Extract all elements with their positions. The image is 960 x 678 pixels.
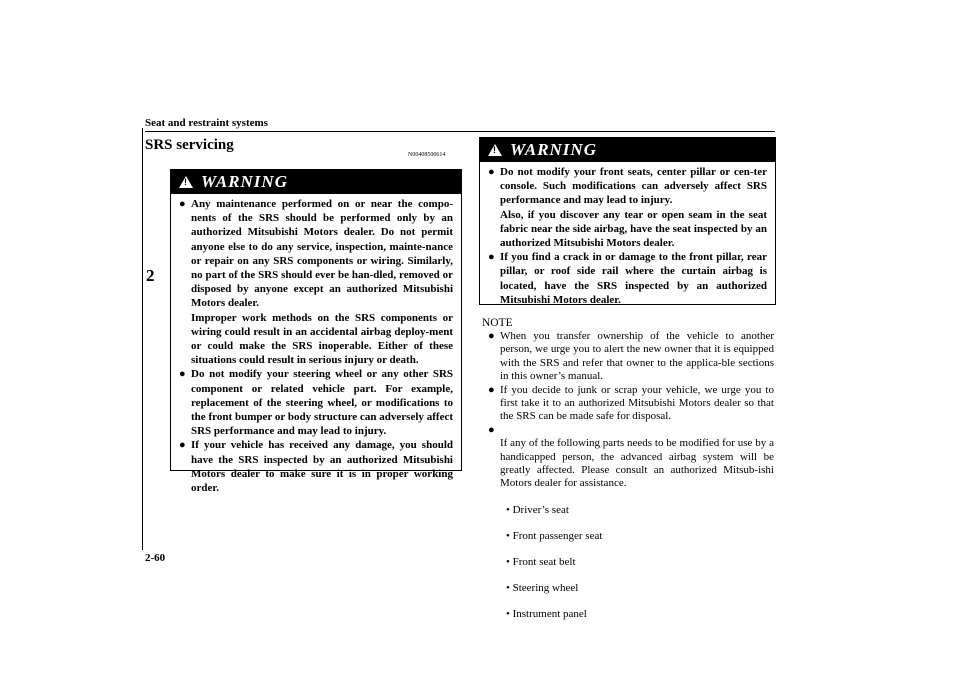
warning-triangle-icon (179, 176, 193, 188)
warning-box-right (479, 137, 776, 305)
list-item: • Driver’s seat (506, 504, 569, 517)
note-section (482, 316, 774, 647)
bullet: ● (179, 368, 186, 381)
section-title: SRS servicing (145, 137, 234, 153)
warning-body (480, 162, 775, 312)
warning-item: ● Any maintenance performed on or near the compo-nents of the SRS should be performed only by an authorized Mitsubishi Motors dealer. Do not permit anyone else to do any service, inspection, mainte-nance or repair on any SRS components or wiring. Similarly, no part of the SRS should ever be han-dled, removed or disposed by anyone except an authorized Mitsubishi Motors dealer. Improper work methods on the SRS components or wiring could result in an accidental airbag deploy-ment or could make the SRS inoperable. Either of these situations could result in serious injury or death. (179, 198, 453, 367)
running-header: Seat and restraint systems (145, 117, 268, 129)
warning-triangle-icon (488, 144, 502, 156)
warning-title: WARNING (201, 172, 288, 191)
chapter-tab (136, 128, 143, 550)
warning-item: ● If your vehicle has received any damage, you should have the SRS inspected by an authorized Mitsubishi Motors dealer to make sure it is in proper working order. (179, 439, 453, 495)
warning-item: ● Do not modify your steering wheel or any other SRS component or related vehicle part. For example, replacement of the steering wheel, or modifications to the front bumper or body structure can adversely affect SRS performance and may lead to injury. (179, 368, 453, 438)
list-item: • Steering wheel (506, 581, 579, 594)
note-item: ● If you decide to junk or scrap your vehicle, we urge you to first take it to an authorized Mitsubishi Motors dealer so that the SRS can be made safe for disposal. (488, 383, 774, 423)
warning-body (171, 194, 461, 500)
list-item: • Front passenger seat (506, 530, 603, 543)
header-rule (145, 131, 775, 132)
note-item: ● When you transfer ownership of the vehicle to another person, we urge you to alert the new owner that it is equipped with the SRS and refer that owner to the applica-ble sections in this owner’s manual. (488, 330, 774, 383)
parts-list (500, 491, 774, 633)
note-item: ● If any of the following parts needs to be modified for use by a handicapped person, the advanced airbag system will be greatly affected. Please consult an authorized Mitsub-ishi Motors dealer for assistance. • Driver’s seat • Front passenger seat • Front seat belt • Steering wheel • Instrument panel (488, 424, 774, 647)
note-label: NOTE (482, 317, 513, 329)
warning-item: ● If you find a crack in or damage to the front pillar, rear pillar, or roof side rail where the curtain airbag is located, have the SRS inspected by an authorized Mitsubishi Motors dealer. (488, 251, 767, 306)
warning-title: WARNING (510, 140, 597, 159)
bullet: ● (488, 330, 495, 342)
bullet: ● (488, 251, 495, 264)
bullet: ● (488, 166, 495, 178)
list-item: • Instrument panel (506, 607, 587, 620)
section-code: N00408500614 (408, 152, 446, 158)
warning-item: ● Do not modify your front seats, center pillar or cen-ter console. Such modifications can adversely affect SRS performance and may lead to injury. Also, if you discover any tear or open seam in the seat fabric near the side airbag, have the seat inspected by an authorized Mitsubishi Motors dealer. (488, 166, 767, 250)
chapter-number: 2 (146, 266, 155, 285)
bullet: ● (488, 383, 495, 396)
warning-header (171, 170, 461, 194)
bullet: ● (488, 423, 495, 436)
bullet: ● (179, 198, 186, 210)
page-number: 2-60 (145, 552, 166, 564)
list-item: • Front seat belt (506, 555, 576, 568)
warning-box-left (170, 169, 462, 495)
bullet: ● (179, 439, 186, 452)
warning-header (480, 138, 775, 162)
